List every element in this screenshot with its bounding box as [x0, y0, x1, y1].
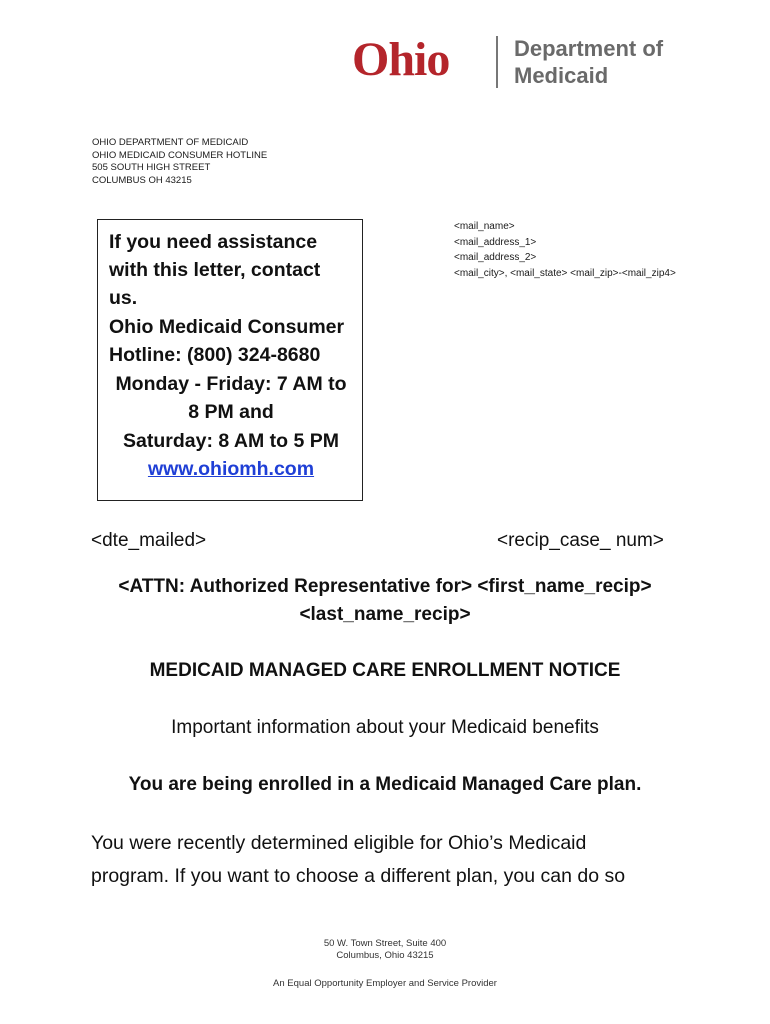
ohio-medicaid-logo [350, 30, 680, 96]
enrollment-statement: You are being enrolled in a Medicaid Managed Care plan. [128, 774, 642, 795]
hours-saturday: Saturday: 8 AM to 5 PM [123, 430, 339, 452]
hours-weekday: Monday - Friday: 7 AM to [115, 373, 347, 395]
hotline-phone: Hotline: (800) 324-8680 [109, 344, 321, 366]
mail-address-line: <mail_name> [454, 221, 515, 232]
assistance-line: If you need assistance [109, 231, 318, 253]
mail-address-line: <mail_city>, <mail_state> <mail_zip>-<mail_zip4> [454, 267, 676, 279]
assistance-line: us. [109, 287, 138, 309]
return-address [92, 137, 267, 187]
attn-line: <ATTN: Authorized Representative for> <first_name_recip> [118, 576, 652, 597]
website-link[interactable]: www.ohiomh.com [147, 458, 315, 480]
logo-medicaid-line: Medicaid [514, 63, 609, 88]
body-paragraph [91, 827, 691, 893]
logo-divider [496, 36, 498, 88]
logo-department-line: Department of [514, 36, 664, 61]
mail-address-line: <mail_address_2> [454, 252, 537, 263]
mailing-address [454, 219, 676, 281]
attn-line-lastname: <last_name_recip> [299, 604, 471, 625]
footer-address-line: Columbus, Ohio 43215 [336, 950, 434, 961]
date-mailed: <dte_mailed> [91, 530, 207, 551]
return-address-line: OHIO DEPARTMENT OF MEDICAID [92, 137, 249, 148]
body-line: You were recently determined eligible for Ohio’s Medicaid [91, 832, 587, 854]
body-line: program. If you want to choose a different plan, you can do so [91, 865, 626, 887]
notice-title: MEDICAID MANAGED CARE ENROLLMENT NOTICE [149, 660, 621, 681]
notice-subtitle: Important information about your Medicaid benefits [171, 717, 599, 738]
hours-weekday-end: 8 PM and [188, 401, 274, 423]
logo-ohio-wordmark: Ohio [352, 33, 450, 86]
footer-eeo-statement: An Equal Opportunity Employer and Service Provider [273, 978, 497, 989]
return-address-line: OHIO MEDICAID CONSUMER HOTLINE [92, 149, 268, 161]
assistance-box [97, 219, 363, 501]
return-address-line: COLUMBUS OH 43215 [92, 174, 192, 186]
return-address-line: 505 SOUTH HIGH STREET [92, 162, 211, 173]
mail-address-line: <mail_address_1> [454, 236, 537, 248]
assistance-line: with this letter, contact [109, 259, 321, 281]
case-number: <recip_case_ num> [497, 530, 664, 551]
letter-footer [0, 938, 770, 990]
footer-address-line: 50 W. Town Street, Suite 400 [323, 938, 447, 949]
hotline-name: Ohio Medicaid Consumer [109, 316, 345, 338]
